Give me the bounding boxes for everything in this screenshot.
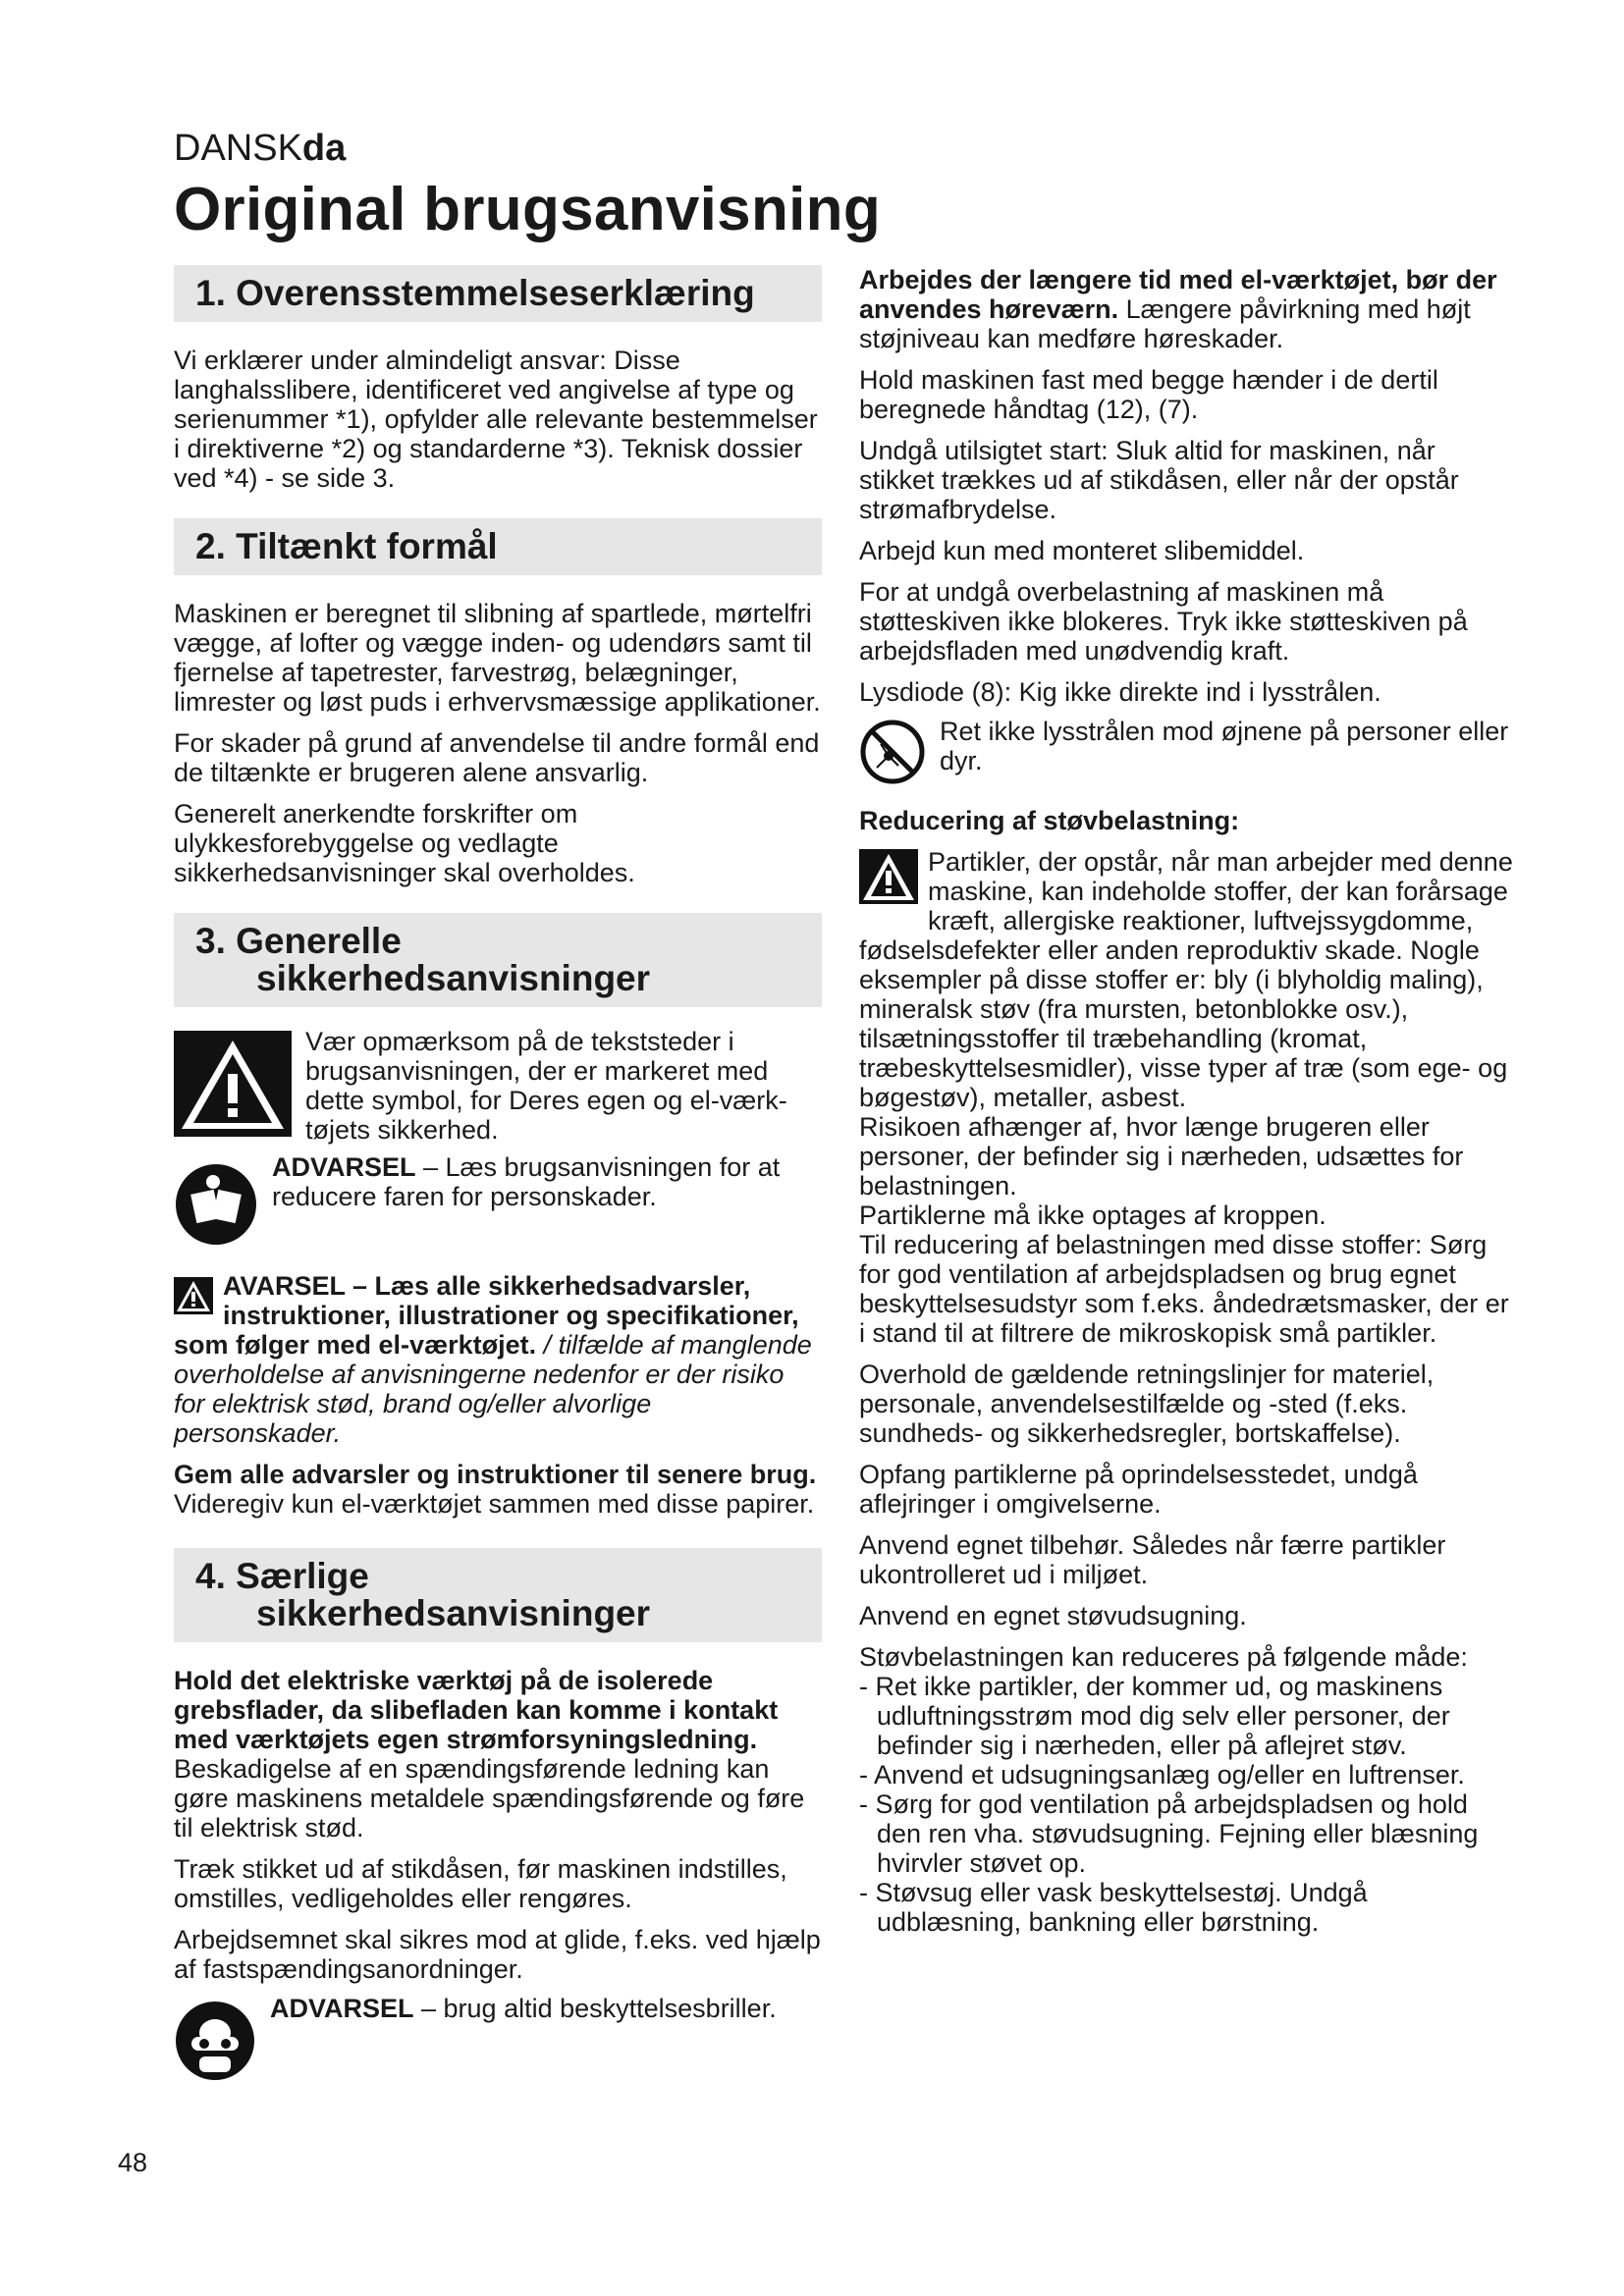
intended-use-text: Maskinen er beregnet til slibning af spartlede, mørtelfri vægge, af lofter og vægge inden- og udendørs samt til fjernelse af tapetrester, farvestrøg, belægninger, limrester og løst puds i erhvervsmæssige applikationer.	[174, 599, 821, 717]
led-text: Lysdiode (8): Kig ikke direkte ind i lysstrålen.	[859, 677, 1381, 707]
general-warning-text	[174, 1271, 822, 1448]
section-1-heading: 1. Overensstemmelseserklæring	[174, 265, 822, 322]
read-manual-note	[174, 1154, 822, 1252]
section-3-title-line2: sikkerhedsanvisninger	[256, 958, 651, 998]
dust-warning-triangle-icon	[859, 849, 918, 909]
language-label	[174, 128, 346, 170]
right-column	[859, 265, 1517, 1937]
general-warning-bold: AVARSEL – Læs alle sikkerhedsadvarsler, instruktioner, illustrationer og specifikationer, som følger med el-værktøjet.	[174, 1271, 799, 1360]
list-item: - Ret ikke partikler, der kommer ud, og maskinens udluftningsstrøm mod dig selv eller personer, der befinder sig i nærheden, eller på aflejret støv.	[859, 1672, 1450, 1760]
laser-text: Ret ikke lysstrålen mod øjnene på personer eller dyr.	[940, 717, 1509, 775]
no-laser-icon	[859, 719, 926, 790]
goggles-label: ADVARSEL	[270, 1994, 414, 2023]
symbol-explanation: Vær opmærksom på de tekststeder i brugsanvisningen, der er markeret med dette symbol, for Deres egen og el-værk-tøjets sikkerhed.	[305, 1027, 787, 1145]
overload-text: For at undgå overbelastning af maskinen må støtteskiven ikke blokeres. Tryk ikke støtteskiven på arbejdsfladen med unødvendig kraft.	[859, 577, 1468, 666]
goggles-body: – brug altid beskyttelsesbriller.	[413, 1994, 777, 2023]
laser-note	[859, 719, 1517, 790]
save-instructions-bold: Gem alle advarsler og instruktioner til senere brug.	[174, 1460, 817, 1489]
unplug-text: Træk stikket ud af stikdåsen, før maskinen indstilles, omstilles, vedligeholdes eller rengøres.	[174, 1854, 787, 1913]
read-manual-text	[272, 1152, 822, 1211]
reduce-intro-text: Støvbelastningen kan reduceres på følgende måde:	[859, 1642, 1468, 1672]
extraction-text: Anvend en egnet støvudsugning.	[859, 1601, 1247, 1630]
accessory-text: Anvend egnet tilbehør. Således når færre partikler ukontrolleret ud i miljøet.	[859, 1530, 1446, 1589]
section-2-heading: 2. Tiltænkt formål	[174, 518, 822, 575]
general-warning-italic: / tilfælde af manglende overholdelse af anvisningerne nedenfor er der risiko for elektrisk stød, brand og/eller alvorlige personskader.	[174, 1330, 812, 1448]
save-instructions-text	[174, 1460, 822, 1519]
collect-particles-text: Opfang partiklerne på oprindelsesstedet, undgå aflejringer i omgivelserne.	[859, 1460, 1418, 1519]
insulated-grip-text	[174, 1666, 822, 1842]
section-3-title-line1: Generelle	[236, 921, 402, 961]
list-item: - Sørg for god ventilation på arbejdspladsen og hold den ren vha. støvudsugning. Fejning eller blæsning hvirvler støvet op.	[859, 1789, 1479, 1878]
insulated-grip-bold: Hold det elektriske værktøj på de isolerede grebsflader, da slibefladen kan komme i kontakt med værktøjets egen strømforsyningsledning.	[174, 1666, 779, 1754]
language-name: DANSK	[174, 128, 302, 169]
dust-heading: Reducering af støvbelastning:	[859, 806, 1240, 835]
section-4-number: 4.	[195, 1556, 226, 1596]
hearing-protection-body: Længere påvirkning med højt støjniveau kan medføre høreskader.	[859, 294, 1471, 353]
safety-goggles-icon	[174, 2000, 256, 2087]
liability-text: For skader på grund af anvendelse til andre formål end de tiltænkte er brugeren alene ansvarlig.	[174, 728, 820, 787]
warning-symbol-note	[174, 1027, 822, 1145]
section-4-title-line2: sikkerhedsanvisninger	[256, 1593, 651, 1633]
workpiece-text: Arbejdsemnet skal sikres mod at glide, f.eks. ved hjælp af fastspændingsanordninger.	[174, 1925, 821, 1984]
page-number: 48	[118, 2148, 148, 2177]
section-3-number: 3.	[195, 921, 226, 961]
read-manual-label: ADVARSEL	[272, 1152, 416, 1182]
dust-warning-block	[859, 847, 1517, 1112]
read-manual-body: – Læs brugsanvisningen for at reducere faren for personskader.	[272, 1152, 781, 1211]
warning-triangle-icon	[174, 1031, 292, 1142]
abrasive-text: Arbejd kun med monteret slibemiddel.	[859, 536, 1305, 565]
insulated-grip-body: Beskadigelse af en spændingsførende ledning kan gøre maskinens metaldele spændingsførende og føre til elektrisk stød.	[174, 1754, 805, 1842]
left-column	[174, 265, 822, 2095]
section-3-heading	[174, 913, 822, 1007]
hearing-protection-bold: Arbejdes der længere tid med el-værktøjet, bør der anvendes høreværn.	[859, 265, 1497, 324]
guidelines-text: Overhold de gældende retningslinjer for materiel, personale, anvendelsestilfælde og -sted (f.eks. sundheds- og sikkerhedsregler, bortskaffelse).	[859, 1360, 1435, 1448]
dust-body-text: Partiklerne må ikke optages af kroppen.	[859, 1201, 1326, 1230]
two-hands-text: Hold maskinen fast med begge hænder i de dertil beregnede håndtag (12), (7).	[859, 365, 1438, 424]
section-4-heading	[174, 1548, 822, 1642]
list-item: - Støvsug eller vask beskyttelsestøj. Undgå udblæsning, bankning eller børstning.	[859, 1878, 1368, 1937]
general-warning-block	[174, 1271, 822, 1460]
page-title: Original brugsanvisning	[174, 176, 881, 243]
dust-reduction-text: Til reducering af belastningen med disse stoffer: Sørg for god ventilation af arbejdspladsen og brug egnet beskyttelsesudstyr som f.eks. åndedrætsmasker, der er i stand til at filtrere de mikroskopisk små partikler.	[859, 1230, 1509, 1348]
hearing-protection-text	[859, 265, 1517, 353]
language-code: da	[301, 128, 347, 169]
warning-triangle-small-icon	[174, 1277, 213, 1319]
list-item: - Anvend et udsugningsanlæg og/eller en luftrenser.	[859, 1760, 1465, 1789]
section-4-title-line1: Særlige	[236, 1556, 369, 1596]
declaration-text: Vi erklærer under almindeligt ansvar: Disse langhalsslibere, identificeret ved angivelse af type og serienummer *1), opfylder alle relevante bestemmelser i direktiverne *2) og standarderne *3). Teknisk dossier ved *4) - se side 3.	[174, 346, 818, 493]
regulations-text: Generelt anerkendte forskrifter om ulykkesforebyggelse og vedlagte sikkerhedsanvisninger skal overholdes.	[174, 799, 635, 887]
goggles-note	[174, 1996, 822, 2087]
goggles-text	[270, 1994, 777, 2023]
dust-risk-text: Risikoen afhænger af, hvor længe brugeren eller personer, der befinder sig i nærheden, udsættes for belastningen.	[859, 1112, 1464, 1201]
dust-hazard-text: Partikler, der opstår, når man arbejder med denne maskine, kan indeholde stoffer, der kan forårsage kræft, allergiske reaktioner, luftvejssygdomme, fødselsdefekter eller anden reproduktiv skade. Nogle eksempler på disse stoffer er: bly (i blyholdig maling), mineralsk støv (fra mursten, betonblokke osv.), tilsætningsstoffer til træbehandling (kromat, træbeskyttelsesmidler), visse typer af træ (som ege- og bøgestøv), metaller, asbest.	[859, 847, 1513, 1112]
unintended-start-text: Undgå utilsigtet start: Sluk altid for maskinen, når stikket trækkes ud af stikdåsen, eller når der opstår strømafbrydelse.	[859, 436, 1459, 524]
read-manual-icon	[174, 1162, 258, 1252]
save-instructions-body: Videregiv kun el-værktøjet sammen med disse papirer.	[174, 1489, 815, 1519]
